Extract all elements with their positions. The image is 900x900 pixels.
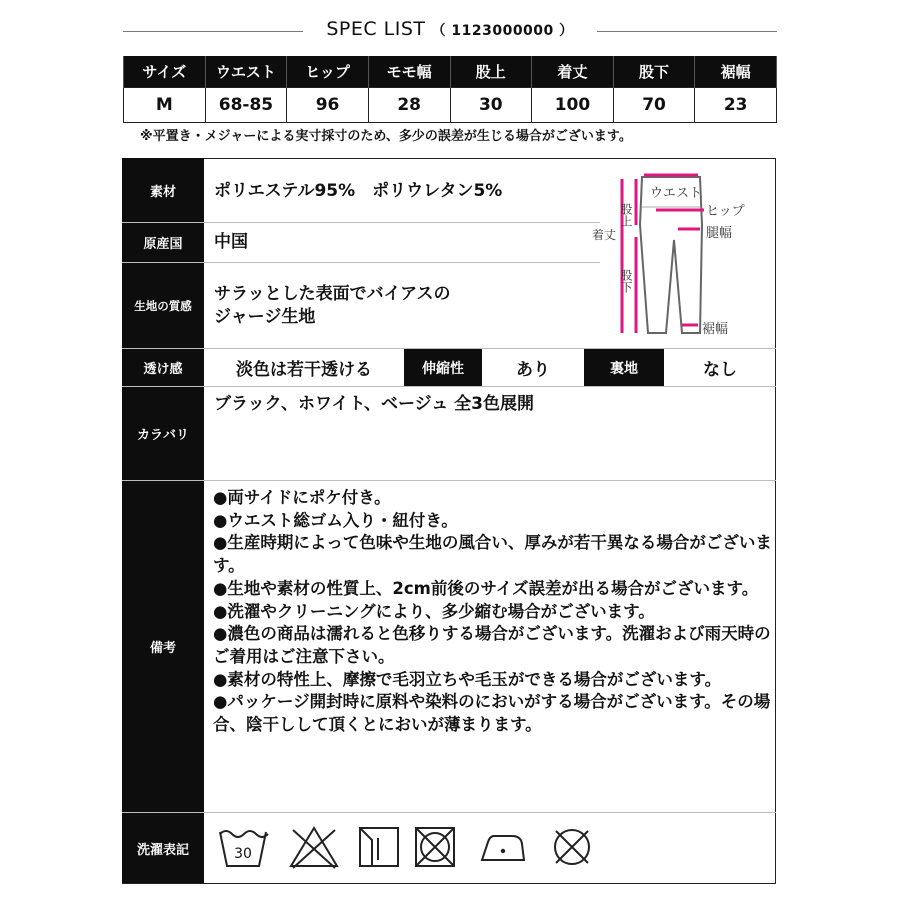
- remark-item: ●生産時期によって色味や生地の風合い、厚みが若干異なる場合がございます。: [213, 533, 772, 576]
- header-length: 着丈: [532, 56, 614, 88]
- line-dry-shade-icon: [352, 820, 406, 874]
- remark-item: ●ウエスト総ゴム入り・紐付き。: [213, 510, 458, 530]
- diagram-hip-label: ヒップ: [706, 204, 745, 219]
- material-value: ポリエステル95% ポリウレタン5%: [214, 181, 503, 201]
- pants-measurement-diagram: [592, 165, 764, 345]
- remark-item: ●生地や素材の性質上、2cm前後のサイズ誤差が出る場合がございます。: [213, 578, 759, 598]
- cell-inseam: 70: [613, 88, 695, 123]
- size-table: [123, 56, 777, 123]
- wash-30-icon: [216, 820, 270, 874]
- size-table-row: [124, 88, 777, 123]
- diagram-length-label: 着丈: [592, 228, 617, 242]
- colors-value: ブラック、ホワイト、ベージュ 全3色展開: [214, 394, 535, 414]
- header-rule-right: [597, 31, 777, 32]
- cell-thigh: 28: [368, 88, 450, 123]
- row-divider: [122, 812, 776, 813]
- remark-item: ●洗濯やクリーニングにより、多少縮む場合がございます。: [213, 601, 655, 621]
- remarks-label: 備考: [122, 481, 204, 812]
- lining-label: 裏地: [584, 349, 664, 386]
- wash-temperature: 30: [234, 846, 252, 862]
- remarks-list: [213, 487, 773, 737]
- care-label: 洗濯表記: [122, 813, 204, 883]
- sheer-value: 淡色は若干透ける: [236, 360, 372, 380]
- header-hip: ヒップ: [287, 56, 369, 88]
- row-divider: [122, 480, 776, 481]
- origin-value: 中国: [214, 232, 248, 252]
- no-bleach-icon: [287, 820, 341, 874]
- texture-line-2: ジャージ生地: [214, 307, 316, 327]
- texture-line-1: サラッとした表面でバイアスの: [214, 284, 451, 304]
- header-rise: 股上: [450, 56, 532, 88]
- remark-item: ●両サイドにポケ付き。: [213, 488, 391, 507]
- header-inseam: 股下: [613, 56, 695, 88]
- diagram-inseam-label: 股下: [619, 269, 633, 293]
- diagram-waist-label: ウエスト: [650, 186, 703, 201]
- remark-item: ●パッケージ開封時に原料や染料のにおいがする場合がございます。その場合、陰干しして頂くとにおいが薄まります。: [213, 692, 771, 735]
- no-tumble-dry-icon: [408, 820, 462, 874]
- product-code: （ 1123000000 ）: [431, 23, 574, 39]
- header-thigh: モモ幅: [368, 56, 450, 88]
- cell-waist: 68-85: [205, 88, 287, 123]
- measurement-note: ※平置き・メジャーによる実寸採寸のため、多少の誤差が生じる場合がございます。: [140, 129, 632, 144]
- row-divider: [122, 386, 776, 387]
- header-size: サイズ: [124, 56, 206, 88]
- sheer-label: 透け感: [122, 349, 204, 386]
- cell-length: 100: [532, 88, 614, 123]
- cell-hip: 96: [287, 88, 369, 123]
- texture-label: 生地の質感: [122, 263, 204, 348]
- header-hem: 裾幅: [695, 56, 777, 88]
- cell-rise: 30: [450, 88, 532, 123]
- stretch-label: 伸縮性: [404, 349, 482, 386]
- page-title: [300, 18, 600, 40]
- size-table-header-row: [124, 56, 777, 88]
- header-waist: ウエスト: [205, 56, 287, 88]
- diagram-hem-label: 裾幅: [702, 322, 729, 337]
- material-label: 素材: [122, 158, 204, 222]
- no-dry-clean-icon: [545, 820, 599, 874]
- diagram-thigh-label: 腿幅: [706, 226, 733, 241]
- cell-size: M: [124, 88, 206, 123]
- diagram-rise-label: 股上: [619, 203, 633, 227]
- remark-item: ●濃色の商品は濡れると色移りする場合がございます。洗濯および雨天時のご着用はご注意下さい。: [213, 624, 771, 666]
- remark-item: ●素材の特性上、摩擦で毛羽立ちや毛玉ができる場合がございます。: [213, 669, 722, 689]
- origin-label: 原産国: [122, 223, 204, 262]
- iron-low-icon: [476, 820, 530, 874]
- lining-value: なし: [703, 360, 737, 380]
- colors-label: カラバリ: [122, 387, 204, 480]
- stretch-value: あり: [516, 360, 550, 380]
- cell-hem: 23: [695, 88, 777, 123]
- header-rule-left: [123, 31, 303, 32]
- title-text: SPEC LIST: [326, 18, 426, 40]
